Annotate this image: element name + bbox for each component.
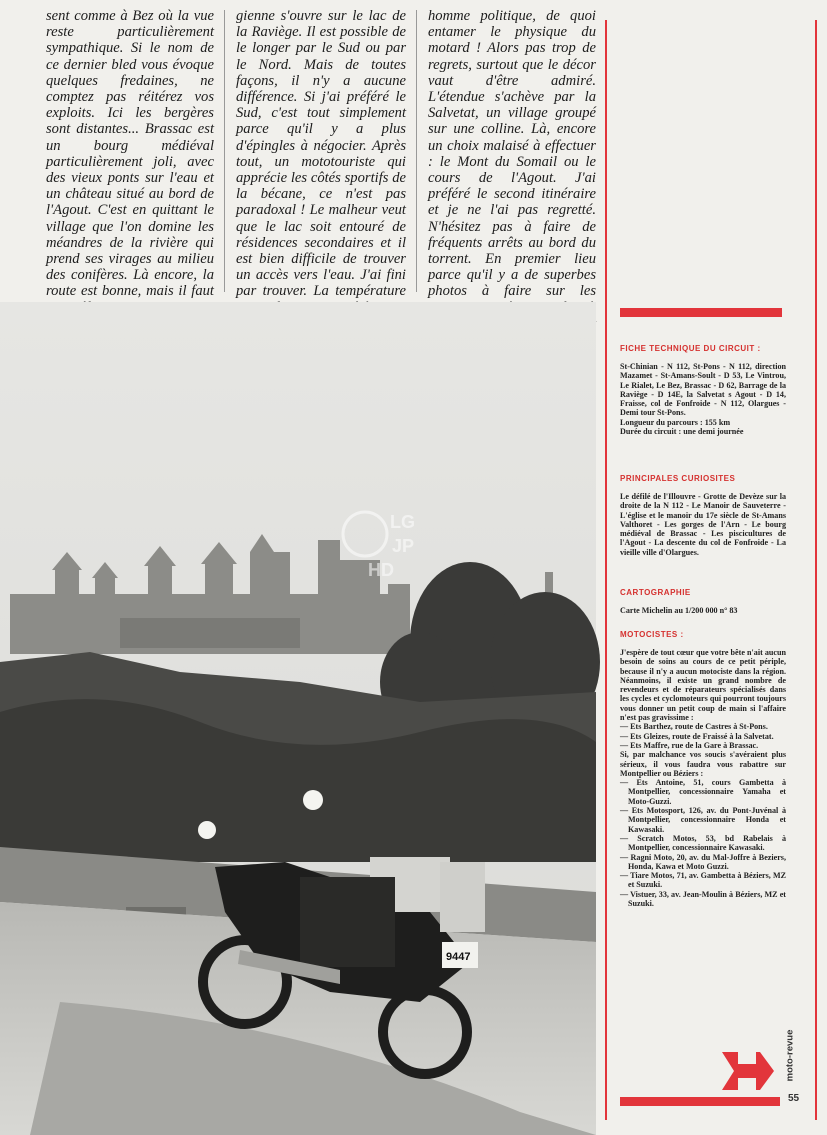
- dealer-entry: — Vistuer, 33, av. Jean-Moulin à Béziers, MZ et Suzuki.: [620, 890, 786, 909]
- article-column-3: homme politique, de quoi entamer le physique du motard ! Alors pas trop de regrets, surtout que le décor vaut d'être admiré. L'étendue s'achève par la Salvetat, un village groupé sur une colline. Là, encore un choix malaisé à effectuer : le Mont du Somail ou le cours de l'Agout. J'ai préféré le second itinéraire et je ne l'ai pas regretté. N'hésitez pas à faire de fréquents arrêts au bord du torrent. En premier lieu parce qu'il y a de superbes photos à faire sur les: [428, 8, 596, 300]
- column-divider: [416, 10, 417, 292]
- footer-rule: [620, 1097, 780, 1106]
- dealer-entry: — Scratch Motos, 53, bd Rabelais à Montpellier, concessionnaire Kawasaki.: [620, 834, 786, 853]
- dealer-entry: — Ets Antoine, 51, cours Gambetta à Montpellier, concessionnaire Yamaha et Moto-Guzzi.: [620, 778, 786, 806]
- fiche-title: FICHE TECHNIQUE DU CIRCUIT :: [620, 344, 761, 353]
- dealer-entry: — Ragni Moto, 20, av. du Mal-Joffre à Beziers, Honda, Kawa et Moto Guzzi.: [620, 853, 786, 872]
- section-fiche-technique: [620, 344, 786, 436]
- dealer-entry: — Ets Maffre, rue de la Gare à Brassac.: [620, 741, 786, 750]
- dealer-entry: — Ets Gleizes, route de Fraissé à la Salvetat.: [620, 732, 786, 741]
- cartographie-title: CARTOGRAPHIE: [620, 588, 691, 597]
- dealer-entry: — Ets Motosport, 126, av. du Pont-Juvénal à Montpellier, concessionnaire Honda et Kawasaki.: [620, 806, 786, 834]
- fiche-duration: Durée du circuit : une demi journée: [620, 427, 744, 437]
- article-column-2: gienne s'ouvre sur le lac de la Raviège. Il est possible de le longer par le Sud ou par le Nord. Mais de toutes façons, il n'y a aucune différence. Si j'ai préféré le Sud, c'est tout simplement parce qu'il y a plus d'épingles à négocier. Après tout, un mototouriste qui apprécie les côtés sportifs de la bécane, ce n'est pas paradoxal ! Le malheur veut que le lac soit entouré de résidences secondaires et il est bien difficile de trouver un accès vers l'eau. J'ai fini par trouver. La température: [236, 8, 406, 300]
- fiche-length: Longueur du parcours : 155 km: [620, 417, 731, 427]
- cartographie-body: Carte Michelin au 1/200 000 n° 83: [620, 606, 738, 615]
- curiosites-title: PRINCIPALES CURIOSITES: [620, 474, 736, 483]
- sidebar-top-rule: [620, 308, 782, 317]
- section-cartographie: [620, 588, 786, 615]
- svg-text:LG: LG: [390, 512, 415, 532]
- section-motocistes: [620, 630, 786, 908]
- motocistes-intro: J'espère de tout cœur que votre bête n'ait aucun besoin de soins au cours de ce petit périple, because il n'y a aucun motociste dans la région. Néanmoins, il existe un grand nombre de revendeurs et de réparateurs spécialisés dans les cycles et cyclomoteurs qui pourront toujours vous donner un petit coup de main si l'affaire n'est pas gravissime :: [620, 648, 786, 723]
- page-number: 55: [788, 1093, 800, 1104]
- motocistes-title: MOTOCISTES :: [620, 630, 684, 639]
- dealer-entry: — Ets Barthez, route de Castres à St-Pons.: [620, 722, 786, 731]
- brand-label: moto-revue: [784, 1029, 796, 1082]
- castle-motorcycle-photo: [0, 302, 596, 1135]
- curiosites-body: Le défilé de l'Illouvre - Grotte de Devèze sur la droite de la N 112 - Le Manoir de Sauveterre - L'église et le manoir du 17e siècle de St-Amans Valthoret - Les gorges de l'Arn - Le bourg médiéval de Brassac - Les piscicultures de l'Agout - La descente du col de Fonfroide - La vieille ville d'Olargues.: [620, 492, 786, 557]
- svg-text:HD: HD: [368, 560, 394, 580]
- motocistes-middle: Si, par malchance vos soucis s'avéraient plus sérieux, il vous faudra vous rabattre sur Montpellier ou Béziers :: [620, 750, 786, 778]
- section-curiosites: [620, 474, 786, 557]
- article-column-1: sent comme à Bez où la vue reste particulièrement sympathique. Si le nom de ce dernier bled vous évoque quelques fredaines, ne comptez pas réitérez vos exploits. Ici les bergères sont distantes... Brassac est un bourg médiéval particulièrement joli, avec des vieux ponts sur l'eau et un château situé au bord de l'Agout. C'est en quittant le village que l'on domine les méandres de la rivière qui prend ses virages au milieu des conifères. Là encore, la route est bonne, mais il faut: [46, 8, 214, 300]
- fiche-route: St-Chinian - N 112, St-Pons - N 112, direction Mazamet - St-Amans-Soult - D 53, Le Vintrou, Le Rialet, Le Bez, Brassac - D 62, Barrage de la Raviège - D 14E, la Salvetat s Agout - D 14, Fraisse, col de Fonfroide - N 112, Olargues - Demi tour St-Pons.: [620, 362, 786, 418]
- column-divider: [224, 10, 225, 292]
- moto-revue-logo-icon: [720, 1050, 776, 1092]
- svg-text:JP: JP: [392, 536, 415, 556]
- dealer-entry: — Tiare Motos, 71, av. Gambetta à Béziers, MZ et Suzuki.: [620, 871, 786, 890]
- license-plate: 9447: [446, 951, 471, 963]
- sidebar-frame: [605, 20, 817, 1120]
